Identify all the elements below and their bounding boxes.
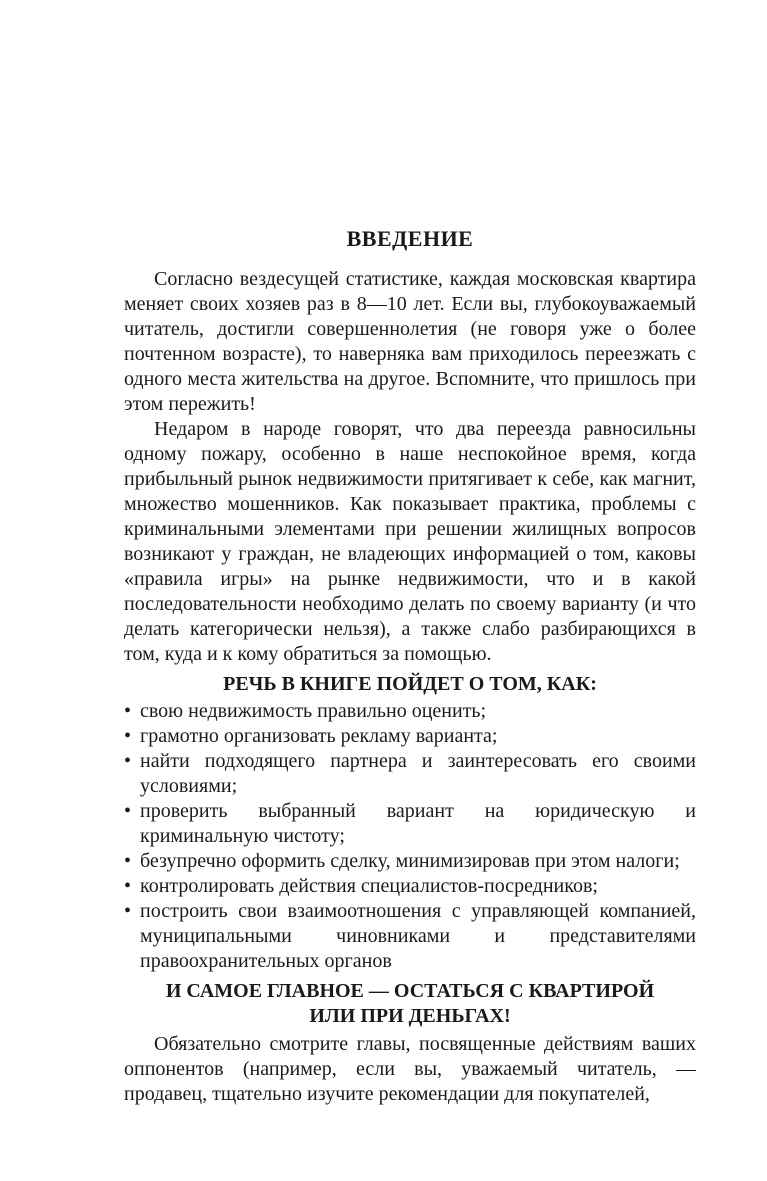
page-title: ВВЕДЕНИЕ [346,226,474,251]
list-item [124,699,696,724]
bullet-icon: • [124,750,132,772]
main-point-line-1: И САМОЕ ГЛАВНОЕ — ОСТАТЬСЯ С КВАРТИРОЙ [165,980,655,1002]
list-item [124,849,696,874]
bullet-icon: • [124,725,132,747]
list-item-text: грамотно организовать рекламу варианта; [140,725,498,747]
list-item [124,724,696,749]
list-item-text: свою недвижимость правильно оценить; [140,700,487,722]
list-item [124,799,696,849]
bullet-icon: • [124,900,132,922]
list-item-text: проверить выбранный вариант на юридическую и криминальную чистоту; [140,800,696,847]
main-point-line-2: ИЛИ ПРИ ДЕНЬГАХ! [309,1005,511,1027]
list-item-text: найти подходящего партнера и заинтересовать его своими условиями; [140,750,696,797]
intro-paragraph-2: Недаром в народе говорят, что два переезда равносильны одному пожару, особенно в наше неспокойное время, когда прибыльный рынок недвижимости притягивает к себе, как магнит, множество мошенников. Как показывает практика, проблемы с криминальными элементами при решении жилищных вопросов возникают у граждан, не владеющих информацией о том, каковы «правила игры» на рынке недвижимости, что и в какой последовательности необходимо делать по своему варианту (и что делать категорически нельзя), а также слабо разбирающихся в том, куда и к кому обратиться за помощью. [124,418,696,665]
topics-list [124,699,696,974]
list-item [124,874,696,899]
intro-paragraph-1: Согласно вездесущей статистике, каждая московская квартира меняет своих хозяев раз в 8—10 лет. Если вы, глубокоуважаемый читатель, достигли совершеннолетия (не говоря уже о более почтенном возрасте), то наверняка вам приходилось переезжать с одного места жительства на другое. Вспомните, что пришлось при этом пережить! [124,268,696,415]
list-item-text: безупречно оформить сделку, минимизировав при этом налоги; [140,850,680,872]
list-item [124,899,696,974]
list-item [124,749,696,799]
bullet-icon: • [124,800,132,822]
list-heading: РЕЧЬ В КНИГЕ ПОЙДЕТ О ТОМ, КАК: [223,673,597,695]
closing-paragraph: Обязательно смотрите главы, посвященные действиям ваших оппонентов (например, если вы, уважаемый читатель, — продавец, тщательно изучите рекомендации для покупателей, [124,1033,696,1105]
bullet-icon: • [124,700,132,722]
list-item-text: контролировать действия специалистов-посредников; [140,875,598,897]
page-content [124,222,696,1107]
list-item-text: построить свои взаимоотношения с управляющей компанией, муниципальными чиновниками и представителями правоохранительных органов [140,900,696,972]
bullet-icon: • [124,850,132,872]
bullet-icon: • [124,875,132,897]
